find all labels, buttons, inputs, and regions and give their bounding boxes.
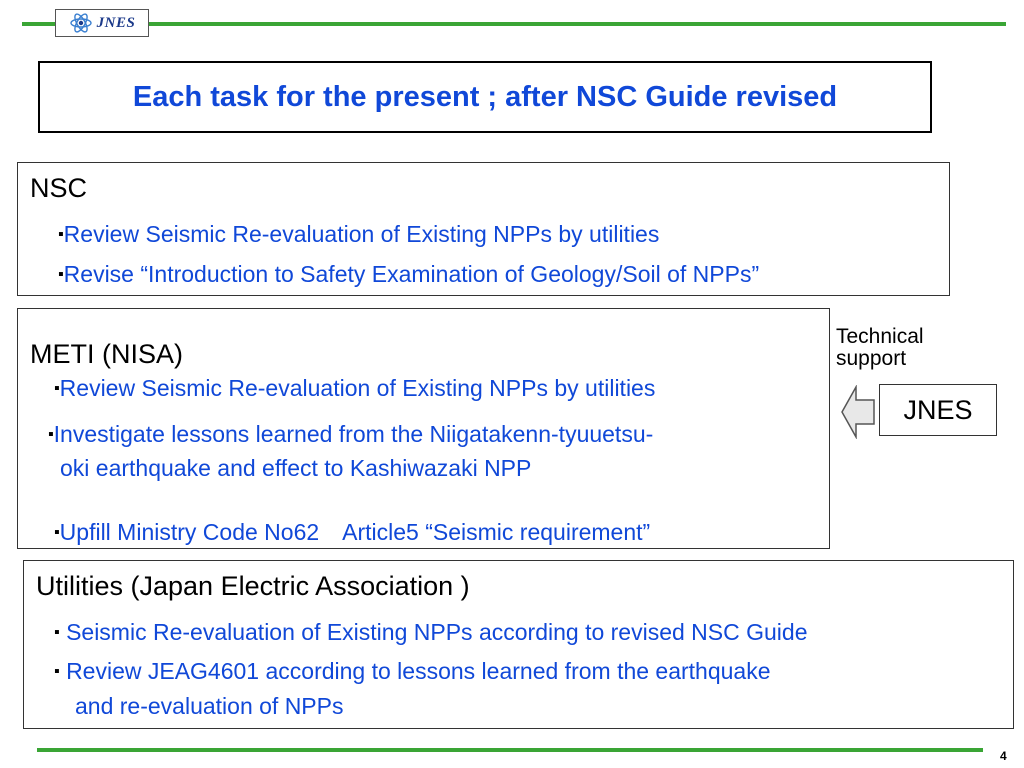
meti-heading: METI (NISA) (30, 339, 183, 369)
meti-item-3: ▪Upfill Ministry Code No62 Article5 “Seismic requirement” (54, 519, 651, 545)
header-rule (22, 22, 1006, 26)
nsc-item-2: ▪Revise “Introduction to Safety Examination of Geology/Soil of NPPs” (58, 261, 760, 287)
atom-icon (69, 13, 93, 33)
title-box (38, 61, 932, 133)
bullet-icon: ▪ (58, 266, 64, 283)
page-number: 4 (1000, 749, 1007, 763)
meti-item-1: ▪Review Seismic Re-evaluation of Existing NPPs by utilities (54, 375, 656, 401)
bullet-icon: ▪ (58, 226, 64, 243)
utilities-item-2: ▪ Review JEAG4601 according to lessons learned from the earthquake (54, 658, 771, 684)
technical-support-label: Technical support (836, 325, 924, 370)
utilities-panel (23, 560, 1014, 729)
jnes-label: JNES (903, 394, 973, 425)
utilities-item-1: ▪ Seismic Re-evaluation of Existing NPPs according to revised NSC Guide (54, 619, 808, 645)
meti-panel (17, 308, 830, 549)
jnes-logo (55, 9, 149, 37)
meti-item-2: ▪Investigate lessons learned from the Niigatakenn-tyuuetsu- (48, 421, 654, 447)
meti-item-2-cont: oki earthquake and effect to Kashiwazaki NPP (60, 455, 532, 481)
nsc-heading: NSC (30, 173, 88, 203)
bullet-icon: ▪ (54, 624, 60, 641)
bullet-icon: ▪ (54, 663, 60, 680)
arrow-left-icon (840, 385, 876, 439)
utilities-item-2-cont: and re-evaluation of NPPs (75, 693, 344, 719)
jnes-box (879, 384, 997, 436)
utilities-heading: Utilities (Japan Electric Association ) (36, 571, 470, 601)
nsc-panel (17, 162, 950, 296)
logo-text: JNES (96, 14, 136, 31)
bullet-icon: ▪ (48, 426, 54, 443)
page-title: Each task for the present ; after NSC Guide revised (132, 80, 838, 113)
bullet-icon: ▪ (54, 524, 60, 541)
nsc-item-1: ▪Review Seismic Re-evaluation of Existing NPPs by utilities (58, 221, 660, 247)
footer-rule (37, 748, 983, 752)
bullet-icon: ▪ (54, 380, 60, 397)
